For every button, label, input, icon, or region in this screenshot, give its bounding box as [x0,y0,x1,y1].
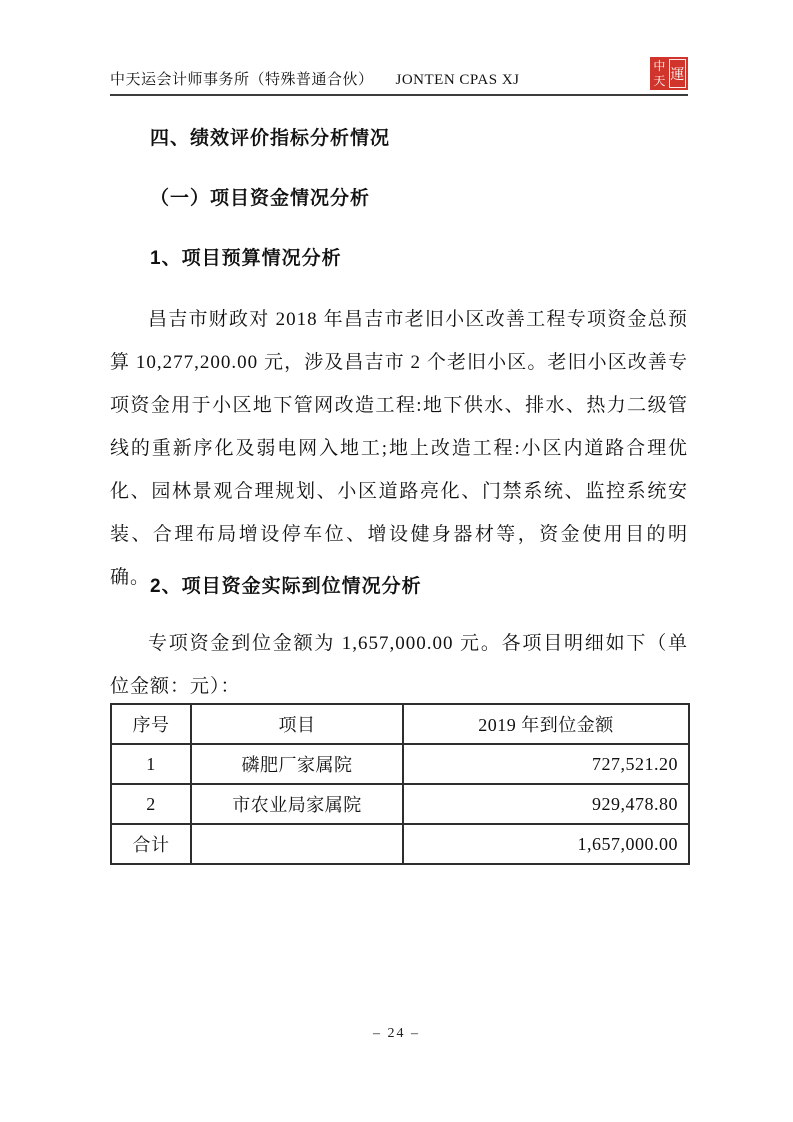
table-row [111,784,689,824]
seal-char-bottom-left: 天 [653,74,666,89]
point2-heading: 2、项目资金实际到位情况分析 [150,576,422,597]
table-header-row [111,704,689,744]
header-cell-seq: 序号 [111,704,191,744]
seal-char-right: 運 [669,59,686,88]
budget-analysis-paragraph: 昌吉市财政对 2018 年昌吉市老旧小区改善工程专项资金总预算 10,277,200.00 元，涉及昌吉市 2 个老旧小区。老旧小区改善专项资金用于小区地下管网改造工程:地下供水、排水、热力二级管线的重新序化及弱电网入地工;地上改造工程:小区内道路合理优化、园林景观合理规划、小区道路亮化、门禁系统、监控系统安装、合理布局增设停车位、增设健身器材等，资金使用目的明确。 [110,309,688,588]
header-cell-amount: 2019 年到位金额 [403,704,689,744]
table-total-row [111,824,689,864]
cell-seq: 1 [111,744,191,784]
firm-name-cn: 中天运会计师事务所（特殊普通合伙） [110,72,374,88]
cell-item: 市农业局家属院 [191,784,403,824]
funds-received-paragraph: 专项资金到位金额为 1,657,000.00 元。各项目明细如下（单位金额：元）： [110,633,688,697]
cell-amount: 727,521.20 [403,744,689,784]
cell-amount: 929,478.80 [403,784,689,824]
section-heading: 四、绩效评价指标分析情况 [150,128,391,149]
firm-name-en: JONTEN CPAS XJ [395,72,520,88]
point1-heading: 1、项目预算情况分析 [150,248,342,269]
seal-char-top-left: 中 [653,58,666,73]
header-cell-item: 项目 [191,704,403,744]
company-seal-icon [650,57,688,90]
page-header [110,70,688,96]
subsection-heading: （一）项目资金情况分析 [150,188,371,209]
page-number: – 24 – [373,1026,420,1041]
cell-item [191,824,403,864]
cell-item: 磷肥厂家属院 [191,744,403,784]
cell-amount: 1,657,000.00 [403,824,689,864]
cell-seq: 2 [111,784,191,824]
funds-table [110,703,690,865]
table-row [111,744,689,784]
cell-seq: 合计 [111,824,191,864]
